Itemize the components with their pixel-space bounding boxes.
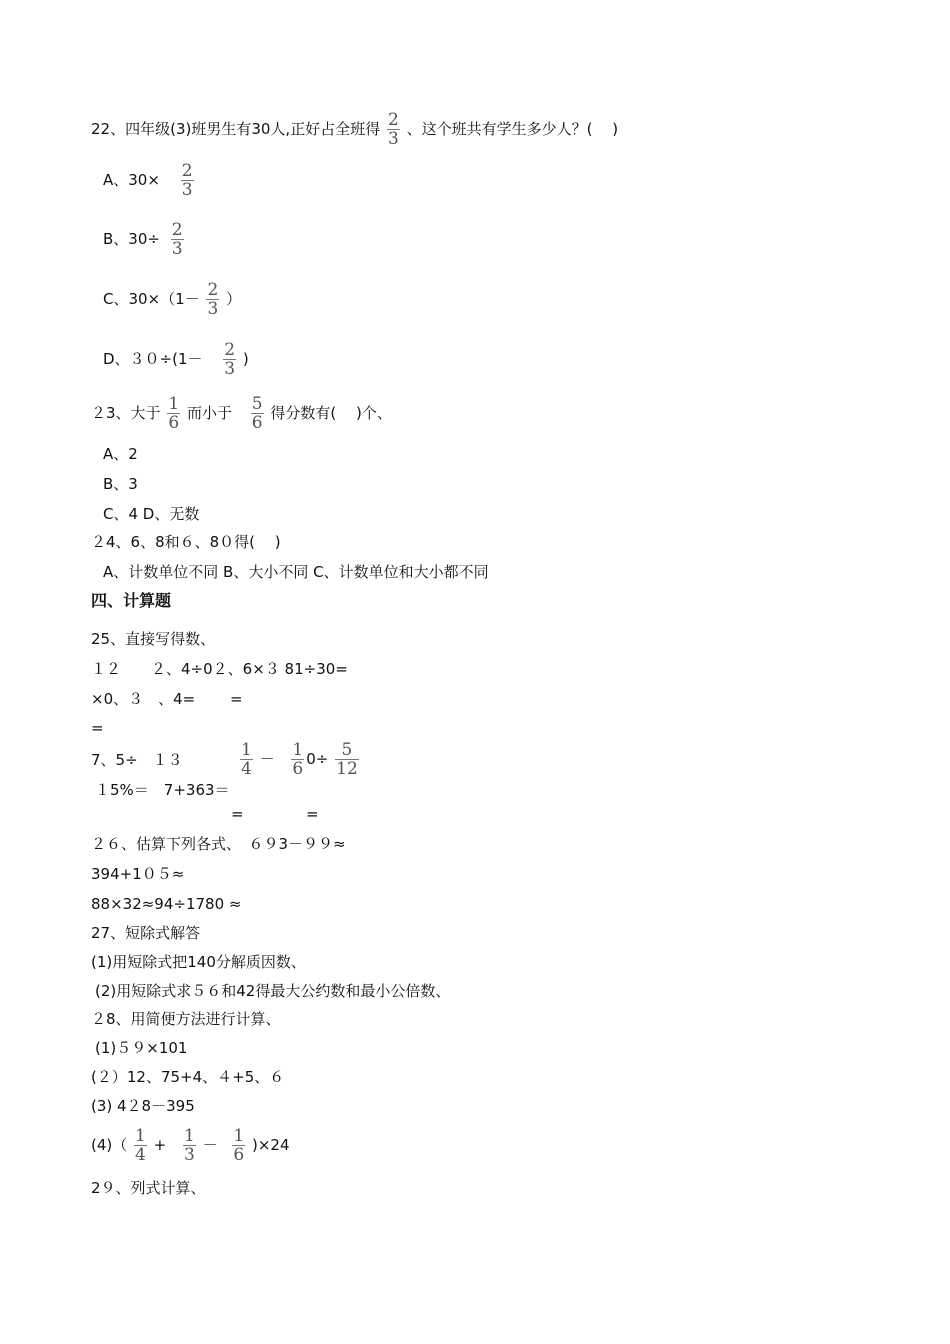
question-23-stem: ２3、大于 $\frac{1}{6}$ 而小于 $\frac{5}{6}$ 得分数有( )个、 (91, 394, 392, 433)
question-28-title: ２8、用简便方法进行计算、 (91, 1010, 281, 1028)
q22-option-b: B、30÷ $\frac{2}{3}$ (103, 220, 183, 259)
q22-option-d: D、３０÷(1－ $\frac{2}{3}$ ) (103, 340, 249, 379)
q27-part-1: (1)用短除式把140分解质因数、 (91, 953, 306, 971)
q23-option-cd: C、4 D、无数 (103, 505, 200, 523)
q25-line-6a: = (231, 805, 244, 823)
q22-option-a: A、30× $\frac{2}{3}$ (103, 161, 193, 200)
q28-part-1: (1)５９×101 (95, 1039, 188, 1057)
fraction-five-twelfths: $\frac{5}{12}$ (336, 740, 358, 779)
question-26-line-1: ２６、估算下列各式、 ６９3－９９≈ (91, 835, 346, 853)
q27-part-2: (2)用短除式求５６和42得最大公约数和最小公倍数、 (95, 982, 451, 1000)
fraction-one-sixth: $\frac{1}{6}$ (292, 740, 304, 779)
q23-option-a: A、2 (103, 445, 138, 463)
q22-text-post: 、这个班共有学生多少人？( ) (406, 120, 619, 138)
q28-part-4: (4)（ $\frac{1}{4}$ + $\frac{1}{3}$ － $\frac{1}{6}$ )×24 (91, 1126, 290, 1165)
q25-line-6b: = (306, 805, 319, 823)
question-22-stem (91, 112, 618, 147)
fraction-two-thirds: $\frac{2}{3}$ (387, 110, 399, 149)
fraction-five-sixths: $\frac{5}{6}$ (251, 394, 263, 433)
fraction-one-sixth: $\frac{1}{6}$ (168, 394, 180, 433)
q25-line-4: 7、5÷ １３ (91, 751, 183, 769)
q25-line-1: １２ ２、4÷0２、6×３ 81÷30= (91, 660, 348, 678)
q23-option-b: B、3 (103, 475, 138, 493)
q25-line-2: ×0、３ 、4= = (91, 690, 243, 708)
fraction-one-sixth: $\frac{1}{6}$ (233, 1126, 245, 1165)
fraction-two-thirds: $\frac{2}{3}$ (181, 161, 193, 200)
fraction-one-quarter: $\frac{1}{4}$ (135, 1126, 146, 1165)
q28-part-3: (3) 4２8－395 (91, 1097, 195, 1115)
fraction-one-quarter: $\frac{1}{4}$ (241, 740, 252, 779)
question-27-title: 27、短除式解答 (91, 924, 201, 942)
question-26-line-3: 88×32≈94÷1780 ≈ (91, 895, 242, 913)
question-26-line-2: 394+1０５≈ (91, 865, 185, 883)
fraction-one-third: $\frac{1}{3}$ (184, 1126, 195, 1165)
section-heading: 四、计算题 (91, 591, 172, 610)
q22-option-c: C、30×（1－ $\frac{2}{3}$ ） (103, 280, 242, 319)
q22-text-pre: 22、四年级(3)班男生有30人,正好占全班得 (91, 120, 381, 138)
fraction-two-thirds: $\frac{2}{3}$ (207, 280, 219, 319)
fraction-two-thirds: $\frac{2}{3}$ (224, 340, 236, 379)
q28-part-2: (２）12、75+4、４+5、６ (91, 1068, 285, 1086)
q25-line-5: １5%＝ 7+363＝ (95, 781, 230, 799)
question-24-stem: ２4、6、8和６、8０得( ) (91, 533, 281, 551)
q24-options: A、计数单位不同 B、大小不同 C、计数单位和大小都不同 (103, 563, 489, 581)
q25-line-3: = (91, 719, 104, 737)
q25-fraction-expression: $\frac{1}{4}$ － $\frac{1}{6}$ 0÷ $\frac{5}{12}$ (241, 740, 358, 779)
question-29-title: 2９、列式计算、 (91, 1179, 206, 1197)
fraction-two-thirds: $\frac{2}{3}$ (171, 220, 183, 259)
question-25-title: 25、直接写得数、 (91, 630, 216, 648)
